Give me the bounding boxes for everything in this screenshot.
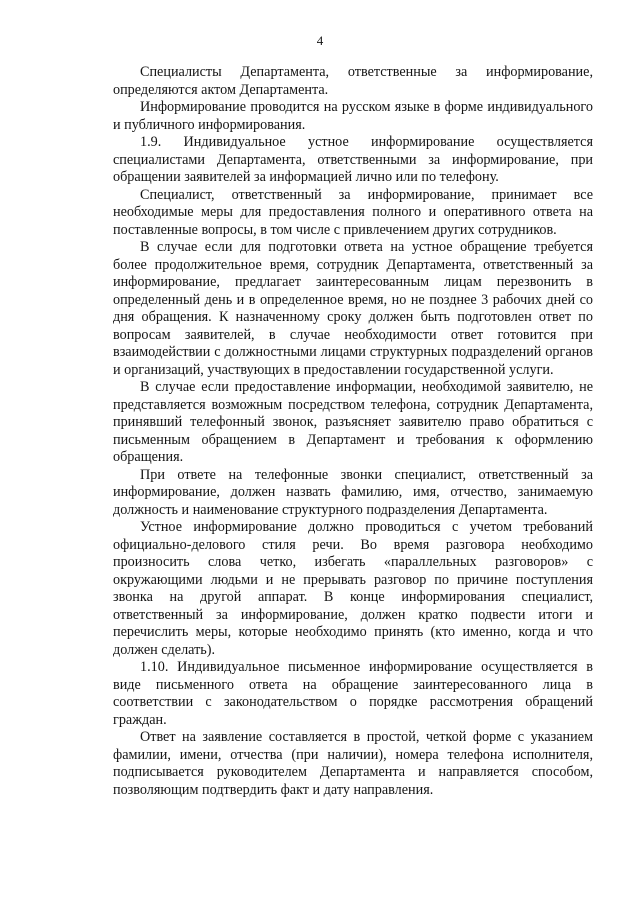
paragraph-language: Информирование проводится на русском языке в форме индивидуального и публичного информирования. [113, 99, 593, 133]
paragraph-reply-form: Ответ на заявление составляется в простой, четкой форме с указанием фамилии, имени, отчества (при наличии), номера телефона исполнителя, подписывается руководителем Департамента и направляется способом, позволяющим подтвердить факт и дату направления. [113, 729, 593, 798]
page-number: 4 [316, 33, 324, 48]
document-body [113, 64, 593, 799]
paragraph-phone-impossible: В случае если предоставление информации, необходимой заявителю, не представляется возможным посредством телефона, сотрудник Департамента, принявший телефонный звонок, разъясняет заявителю право обратиться с письменным обращением в Департамент и требования к оформлению обращения. [113, 379, 593, 465]
paragraph-extended-time: В случае если для подготовки ответа на устное обращение требуется более продолжительное время, сотрудник Департамента, ответственный за информирование, предлагает заинтересованным лицам перезвонить в определенный день и в определенное время, но не позднее 3 рабочих дней со дня обращения. К назначенному сроку должен быть подготовлен ответ по вопросам заявителей, в случае необходимости ответ готовится при взаимодействии с должностными лицами структурных подразделений органов и организаций, участвующих в предоставлении государственной услуги. [113, 239, 593, 378]
paragraph-oral-style: Устное информирование должно проводиться с учетом требований официально-делового стиля речи. Во время разговора необходимо произносить слова четко, избегать «параллельных разговоров» с окружающими людьми и не прерывать разговор по причине поступления звонка на другой аппарат. В конце информирования специалист, ответственный за информирование, должен кратко подвести итоги и перечислить меры, которые необходимо принять (кто именно, когда и что должен сделать). [113, 519, 593, 658]
paragraph-1-9: 1.9. Индивидуальное устное информирование осуществляется специалистами Департамента, ответственными за информирование, при обращении заявителей за информацией лично или по телефону. [113, 134, 593, 185]
paragraph-specialist-measures: Специалист, ответственный за информирование, принимает все необходимые меры для предоставления полного и оперативного ответа на поставленные вопросы, в том числе с привлечением других сотрудников. [113, 186, 593, 238]
paragraph-specialists: Специалисты Департамента, ответственные за информирование, определяются актом Департамента. [113, 64, 593, 98]
paragraph-1-10: 1.10. Индивидуальное письменное информирование осуществляется в виде письменного ответа на обращение заинтересованного лица в соответствии с законодательством о порядке рассмотрения обращений граждан. [113, 659, 593, 728]
paragraph-phone-calls: При ответе на телефонные звонки специалист, ответственный за информирование, должен назвать фамилию, имя, отчество, занимаемую должность и наименование структурного подразделения Департамента. [113, 466, 593, 518]
